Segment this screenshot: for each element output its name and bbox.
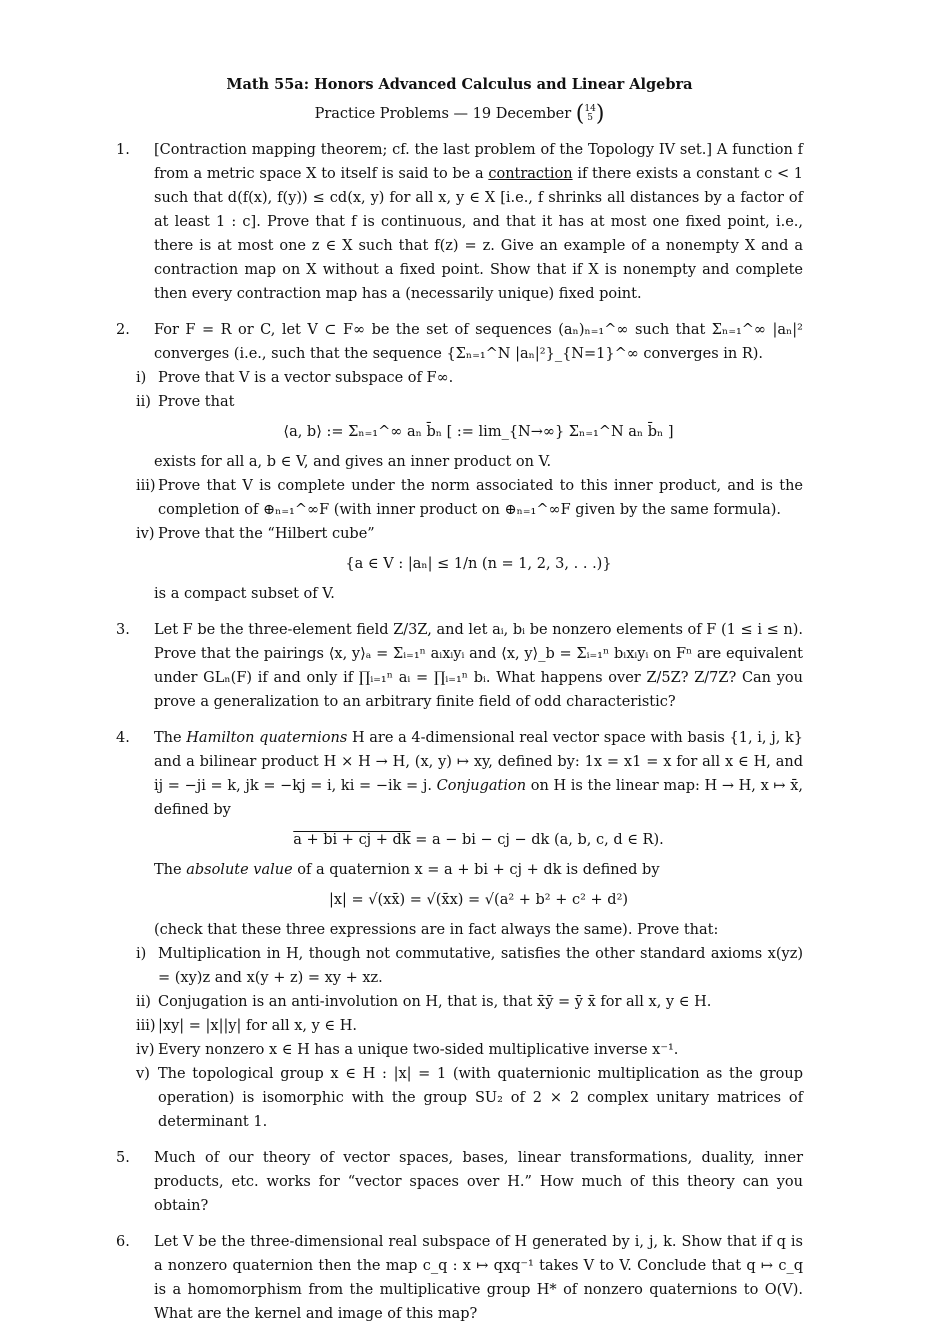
problem-text: (check that these three expressions are in fact always the same). Prove that: [154, 922, 719, 938]
subtitle-text: Practice Problems — 19 December [314, 106, 572, 122]
problem-2 [116, 318, 803, 606]
defined-term: Hamilton quaternions [186, 730, 348, 746]
problem-number: 6. [116, 1234, 130, 1250]
defined-term: absolute value [186, 862, 293, 878]
problem-text: Let F be the three-element field Z/3Z, and let aᵢ, bᵢ be nonzero elements of F (1 ≤ i ≤ n). Prove that the pairings ⟨x, y⟩ₐ = Σᵢ₌₁ⁿ aᵢxᵢyᵢ and ⟨x, y⟩_b = Σᵢ₌₁ⁿ bᵢxᵢyᵢ on Fⁿ are equivalent under GLₙ(F) if and only if ∏ᵢ₌₁ⁿ aᵢ = ∏ᵢ₌₁ⁿ bᵢ. What happens over Z/5Z? Z/7Z? Can you prove a generalization to an arbitrary finite field of odd characteristic? [154, 622, 803, 710]
page-title: Math 55a: Honors Advanced Calculus and Linear Algebra [226, 76, 693, 93]
defined-term: contraction [488, 166, 573, 182]
problem-text: Much of our theory of vector spaces, bases, linear transformations, duality, inner products, etc. works for “vector spaces over H.” How much of this theory can you obtain? [154, 1150, 803, 1214]
binom-bottom: 5 [587, 113, 593, 123]
problem-number: 5. [116, 1150, 130, 1166]
problem-text: is a compact subset of V. [154, 586, 335, 602]
problem-number: 3. [116, 622, 130, 638]
absolute-value-equation: |x| = √(xx̄) = √(x̄x) = √(a² + b² + c² + d²) [328, 892, 629, 908]
subpart-i: i) Prove that V is a vector subspace of F∞. [136, 370, 454, 386]
inner-product-equation: ⟨a, b⟩ := Σₙ₌₁^∞ aₙ b̄ₙ [ := lim_{N→∞} Σₙ₌₁^N aₙ b̄ₙ ] [283, 424, 674, 440]
subpart-iii: iii) Prove that V is complete under the norm associated to this inner product, and is the completion of ⊕ₙ₌₁^∞F (with inner product on ⊕ₙ₌₁^∞F given by the same formula). [136, 478, 803, 518]
subpart-iv: iv) Every nonzero x ∈ H has a unique two-sided multiplicative inverse x⁻¹. [136, 1042, 679, 1058]
hilbert-cube-equation: {a ∈ V : |aₙ| ≤ 1/n (n = 1, 2, 3, . . .)} [345, 556, 612, 572]
problem-text: For F = R or C, let V ⊂ F∞ be the set of sequences (aₙ)ₙ₌₁^∞ such that Σₙ₌₁^∞ |aₙ|² converges (i.e., such that the sequence {Σₙ₌₁^N |aₙ|²}_{N=1}^∞ converges in R). [154, 322, 803, 362]
problem-text: exists for all a, b ∈ V, and gives an inner product on V. [154, 454, 552, 470]
problem-number: 1. [116, 142, 130, 158]
problem-text: [Contraction mapping theorem; cf. the last problem of the Topology IV set.] A function f from a metric space X to itself is said to be a [154, 142, 803, 182]
problem-4: 4. The Hamilton quaternions H are a 4-dimensional real vector space with basis {1, i, j, k} and a bilinear product H × H → H, (x, y) ↦ xy, defined by: 1x = x1 = x for all x ∈ H, and ij = −ji = k, jk = −kj = i, ki = −ik = j. Conjugation on H is the linear map: H → H, x ↦ x̄, defined by a + bi + cj + dk = a − bi − cj − dk (a, b, c, d ∈ R). The absolute value of a quaternion x = a + bi + cj + dk is defined by |x| = √(xx̄) = √(x̄x) = √(a² + b² + c² + d²) (check that these three expressions are in fact always the same). Prove that: i) Multiplication in H, though not commutative, satisfies the other standard axioms x(yz) = (xy)z and x(y + z) = xy + xz. ii) Conjugation is an anti-involution on H, that is, that x̄ȳ = ȳ x̄ for all x, y ∈ H. iii) |xy| = |x||y| for all x, y ∈ H. iv) Every nonzero x ∈ H has a unique two-sided multiplicative inverse x⁻¹. v) The topological group x ∈ H : |x| = 1 (with quaternionic multiplication as the group operation) is isomorphic with the group SU₂ of 2 × 2 complex unitary matrices of determinant 1. [116, 726, 803, 1134]
subpart-ii: ii) Conjugation is an anti-involution on H, that is, that x̄ȳ = ȳ x̄ for all x, y ∈ H. [136, 994, 712, 1010]
page-subtitle [116, 102, 803, 126]
problem-3 [116, 618, 803, 714]
problem-text: Let V be the three-dimensional real subspace of H generated by i, j, k. Show that if q is a nonzero quaternion then the map c_q : x ↦ qxq⁻¹ takes V to V. Conclude that q ↦ c_q is a homomorphism from the multiplicative group H* of nonzero quaternions to O(V). What are the kernel and image of this map? [154, 1234, 803, 1322]
problem-text: if there exists a constant c < 1 such that d(f(x), f(y)) ≤ cd(x, y) for all x, y ∈ X [i.e., f shrinks all distances by a factor of at least 1 : c]. Prove that f is continuous, and that it has at most one fixed point, i.e., there is at most one z ∈ X such that f(z) = z. Give an example of a nonempty X and a contraction map on X without a fixed point. Show that if X is nonempty and complete then every contraction map has a (necessarily unique) fixed point. [154, 166, 804, 302]
problem-6 [116, 1230, 803, 1326]
conjugation-equation: a + bi + cj + dk = a − bi − cj − dk (a, b, c, d ∈ R). [293, 832, 664, 848]
subpart-ii: ii) Prove that [136, 394, 235, 410]
subpart-iii: iii) |xy| = |x||y| for all x, y ∈ H. [136, 1018, 357, 1034]
problem-list [116, 138, 803, 1326]
subpart-v: v) The topological group x ∈ H : |x| = 1 (with quaternionic multiplication as the group operation) is isomorphic with the group SU₂ of 2 × 2 complex unitary matrices of determinant 1. [136, 1066, 803, 1130]
subpart-i: i) Multiplication in H, though not commutative, satisfies the other standard axioms x(yz) = (xy)z and x(y + z) = xy + xz. [136, 946, 803, 986]
binom-top: 14 [584, 104, 596, 114]
binomial-symbol: (14 5 ) [575, 101, 605, 127]
subpart-iv: iv) Prove that the “Hilbert cube” [136, 526, 375, 542]
problem-number: 2. [116, 322, 130, 338]
problem-1 [116, 138, 803, 306]
defined-term: Conjugation [436, 778, 527, 794]
problem-5 [116, 1146, 803, 1218]
problem-number: 4. [116, 730, 130, 746]
